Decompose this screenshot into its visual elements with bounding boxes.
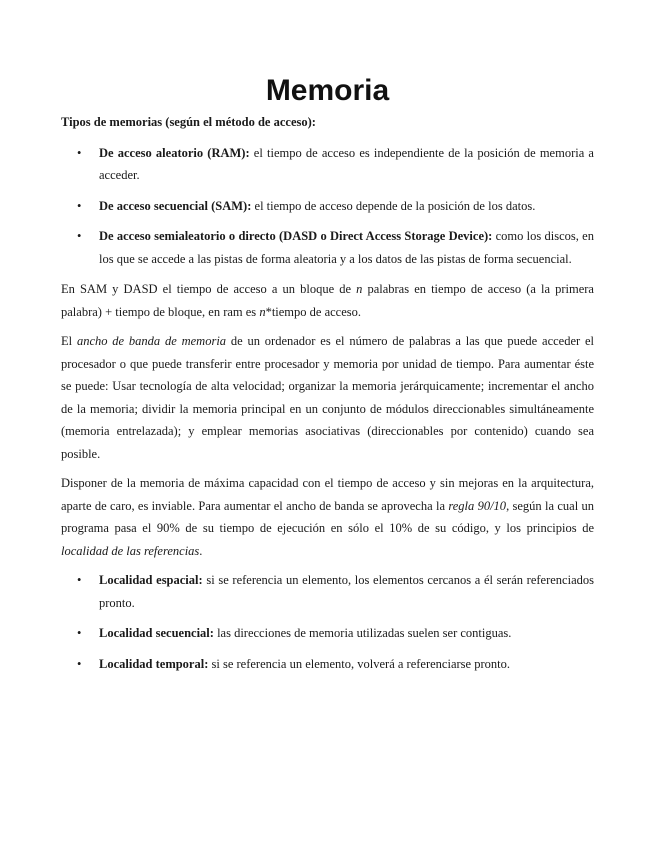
list-item-term: Localidad espacial: — [99, 573, 203, 587]
paragraph-access-time: En SAM y DASD el tiempo de acceso a un bloque de n palabras en tiempo de acceso (a la primera palabra) + tiempo de bloque, en ram es n*tiempo de acceso. — [61, 282, 594, 319]
access-types-list — [61, 142, 594, 271]
bullet-icon: • — [77, 145, 82, 160]
list-item-text: las direcciones de memoria utilizadas suelen ser contiguas. — [213, 626, 512, 640]
list-item — [61, 225, 594, 270]
list-item-term: Localidad temporal: — [99, 656, 209, 671]
bullet-icon: • — [77, 573, 82, 587]
list-item-term: De acceso semialeatorio o directo (DASD o Direct Access Storage Device): — [99, 229, 493, 243]
list-item-term: Localidad secuencial: — [99, 626, 214, 640]
page-title: Memoria — [265, 74, 390, 107]
paragraph-bandwidth: El ancho de banda de memoria de un ordenador es el número de palabras a las que puede acceder el procesador o que puede transferir entre procesador y memoria por unidad de tiempo. Para aumentar éste se puede: Usar tecnología de alta velocidad; organizar la memoria jerárquicamente; incrementar el ancho de la memoria; dividir la memoria principal en un conjunto de módulos direccionables simultáneamente (memoria entrelazada); y emplear memorias asociativas (direccionables por contenido) cuando sea posible. — [61, 334, 595, 461]
bullet-icon: • — [77, 198, 82, 213]
list-item-term: De acceso secuencial (SAM): — [99, 198, 252, 213]
bullet-icon: • — [77, 626, 82, 640]
list-item-text: como los discos, en los que se accede a las pistas de forma aleatoria y a los datos de las pistas de forma secuencial. — [99, 229, 594, 266]
bullet-icon: • — [77, 229, 82, 243]
document-body — [61, 111, 594, 683]
list-item-text: si se referencia un elemento, volverá a referenciarse pronto. — [208, 656, 510, 671]
locality-list — [61, 569, 594, 675]
list-item-text: el tiempo de acceso depende de la posición de los datos. — [251, 198, 536, 213]
list-item — [61, 569, 594, 614]
list-item — [61, 142, 594, 187]
list-item — [61, 622, 594, 645]
paragraph-capacity: Disponer de la memoria de máxima capacidad con el tiempo de acceso y sin mejoras en la arquitectura, aparte de caro, es inviable. Para aumentar el ancho de banda se aprovecha la regla 90/10, según la cual un programa pasa el 90% de su tiempo de ejecución en sólo el 10% de su código, y los principios de localidad de las referencias. — [61, 476, 594, 558]
list-item — [61, 195, 594, 218]
list-item-term: De acceso aleatorio (RAM): — [99, 145, 250, 160]
bullet-icon: • — [77, 656, 82, 671]
list-item-text: si se referencia un elemento, los elementos cercanos a él serán referenciados pronto. — [99, 573, 594, 610]
list-item — [61, 653, 594, 676]
list-item-text: el tiempo de acceso es independiente de la posición de memoria a acceder. — [99, 145, 594, 182]
section-subtitle: Tipos de memorias (según el método de acceso): — [61, 115, 316, 129]
